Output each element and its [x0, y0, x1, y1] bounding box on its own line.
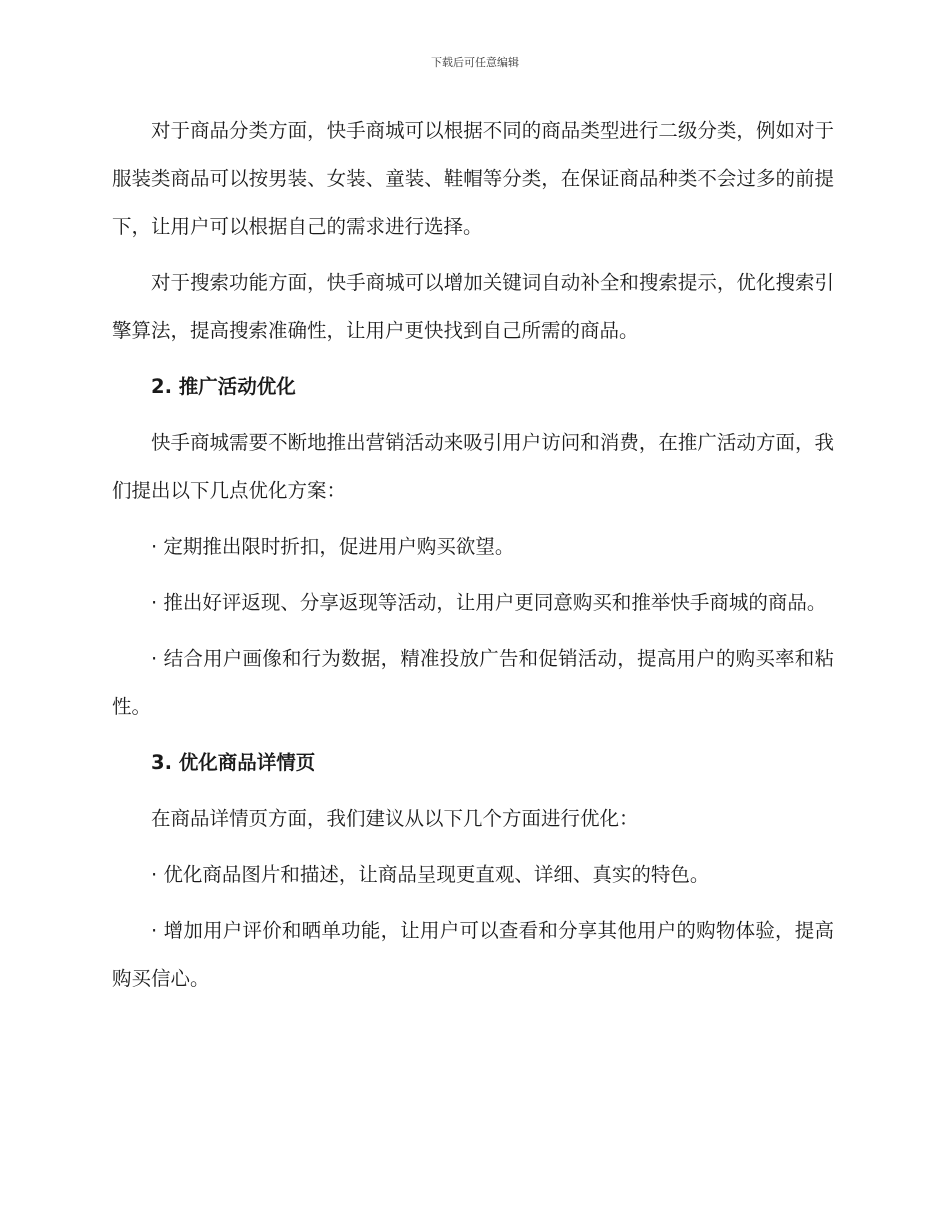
bullet-targeted-ads: · 结合用户画像和行为数据，精准投放广告和促销活动，提高用户的购买率和粘性。 [112, 647, 834, 718]
heading-promotion: 2. 推广活动优化 [151, 375, 296, 398]
page-header: 下载后可任意编辑 [431, 56, 519, 69]
bullet-images: · 优化商品图片和描述，让商品呈现更直观、详细、真实的特色。 [151, 863, 710, 886]
bullet-reviews: · 增加用户评价和晒单功能，让用户可以查看和分享其他用户的购物体验，提高购买信心。 [112, 919, 834, 990]
paragraph-detail-intro: 在商品详情页方面，我们建议从以下几个方面进行优化： [151, 807, 639, 830]
paragraph-category: 对于商品分类方面，快手商城可以根据不同的商品类型进行二级分类，例如对于服装类商品可以按男装、女装、童装、鞋帽等分类，在保证商品种类不会过多的前提下，让用户可以根据自己的需求进行选择。 [112, 119, 834, 238]
paragraph-search: 对于搜索功能方面，快手商城可以增加关键词自动补全和搜索提示，优化搜索引擎算法，提高搜索准确性，让用户更快找到自己所需的商品。 [112, 271, 834, 342]
bullet-cashback: · 推出好评返现、分享返现等活动，让用户更同意购买和推举快手商城的商品。 [151, 591, 827, 614]
bullet-discount: · 定期推出限时折扣，促进用户购买欲望。 [151, 535, 515, 558]
heading-detail-page: 3. 优化商品详情页 [151, 751, 316, 774]
paragraph-promotion-intro: 快手商城需要不断地推出营销活动来吸引用户访问和消费，在推广活动方面，我们提出以下几点优化方案： [112, 431, 834, 502]
document-body [112, 107, 834, 1011]
